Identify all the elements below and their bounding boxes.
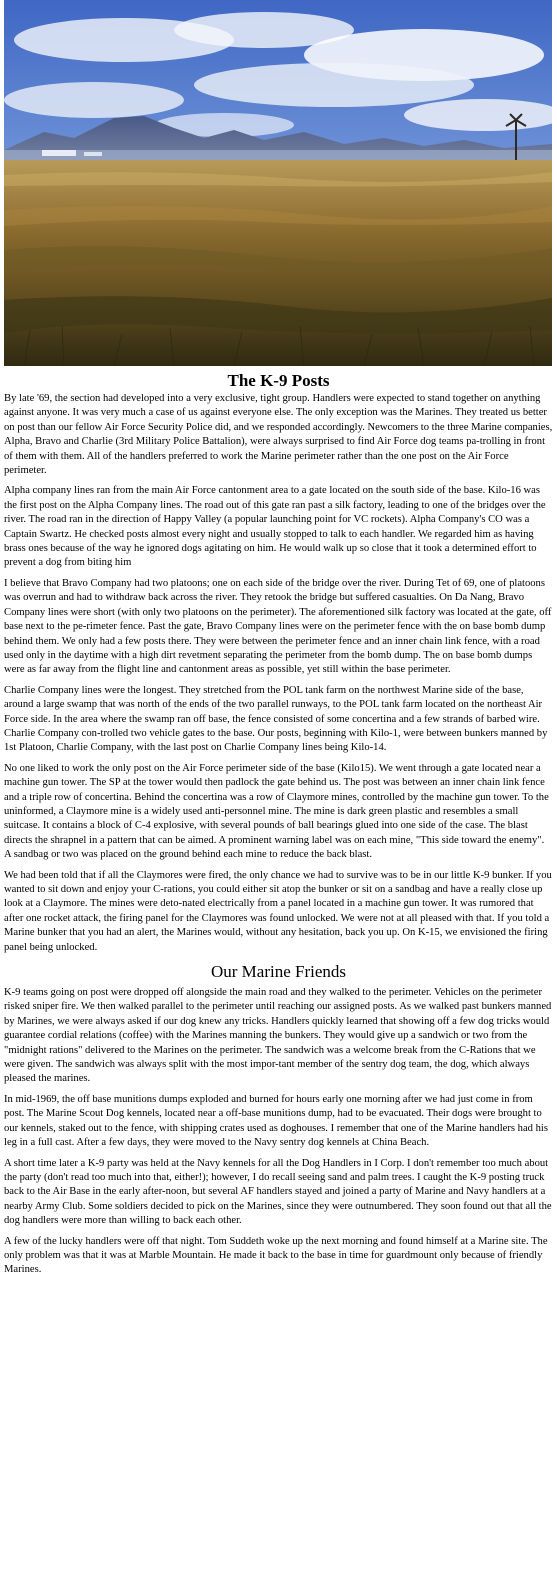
paragraph: Charlie Company lines were the longest. They stretched from the POL tank farm on the northwest Marine side of the base, around a large swamp that was north of the ends of the two parallel runways, to the POL tank farm located on the northeast Air Force side. In the area where the swamp ran off base, the fence consisted of some concertina and a few strands of barbed wire. Charlie Company con-trolled two vehicle gates to the base. Our posts, beginning with Kilo-1, were between bunkers manned by 1st Platoon, Charlie Company, with the last post on Charlie Company lines being Kilo-14. xyxy=(4,684,548,754)
paragraph: In mid-1969, the off base munitions dumps exploded and burned for hours early one morning after we had just come in from post. The Marine Scout Dog kennels, located near a off-base munitions dump, had to be evacuated. Their dogs were brought to our kennels, staked out to the fence, with shipping crates used as doghouses. I remember that one of the Marine handlers had his leg in a full cast. After a few days, they were moved to the Navy sentry dog kennels at China Beach. xyxy=(4,1093,548,1149)
article xyxy=(4,368,553,1284)
paragraph: I believe that Bravo Company had two platoons; one on each side of the bridge over the river. During Tet of 69, one of platoons was overrun and had to withdraw back across the river. They retook the bridge but suffered casualties. On Da Nang, Bravo Company lines were short (with only two platoons on the perimeter). The aforementioned silk factory was located at the gate, off base next to the pe-rimeter fence. Past the gate, Bravo Company lines were on the perimeter fence with the on base bomb dump behind them. We only had a few posts there. They were between the perimeter fence and an inner chain link fence, with a road used only in the daytime with a high dirt revetment separating the perimeter from the bomb dump. The on base bomb dumps were as far away from the flight line and cantonment areas as possible, yet still within the base perimeter. xyxy=(4,577,552,676)
paragraph: No one liked to work the only post on the Air Force perimeter side of the base (Kilo15). We went through a gate located near a machine gun tower. The SP at the tower would then padlock the gate behind us. The post was between an inner chain link fence and a triple row of concertina. Behind the concertina was a row of Claymore mines, controlled by the machine gun tower. To the uninformed, a Claymore mine is a widely used anti-personnel mine. The mine is dark green plastic and resembles a small suitcase. It contains a block of C-4 explosive, with several pounds of ball bearings glued into one side of the case. The blast directs the shrapnel in a pattern that can be aimed. A prominent warning label was on each mine, "This side toward the enemy". A sandbag or two was placed on the ground behind each mine to reduce the back blast. xyxy=(4,762,549,861)
paragraph: Alpha company lines ran from the main Air Force cantonment area to a gate located on the south side of the base. Kilo-16 was the first post on the Alpha Company lines. The road out of this gate ran past a silk factory, leading to one of the bridges over the river. The road ran in the direction of Happy Valley (a popular launching point for VC rockets). Alpha Company's CO was a Captain Swartz. He checked posts almost every night and usually stopped to talk to each handler. We regarded him as having brass ones because of the way he ignored dogs agitating on him. He would walk up so close that it took a determined effort to prevent a dog from biting him xyxy=(4,485,546,569)
paragraph: By late '69, the section had developed into a very exclusive, tight group. Handlers were expected to stand together on anything against anyone. It was very much a case of us against everyone else. The only exception was the Marines. They treated us better on post than our fellow Air Force Security Police did, and we responded accordingly. Newcomers to the three Marine companies, Alpha, Bravo and Charlie (3rd Military Police Battalion), were always surprised to find Air Force dog teams pa-trolling in front of them with them. All of the handlers preferred to work the Marine perimeter rather than the one post on the Air Force perimeter. xyxy=(4,393,553,477)
section-title-marine-friends: Our Marine Friends xyxy=(210,962,347,982)
paragraph: K-9 teams going on post were dropped off alongside the main road and they walked to the perimeter. Vehicles on the perimeter risked sniper fire. We then walked parallel to the perimeter until reaching our assigned posts. As we walked past bunkers manned by Marines, we were always asked if our dog knew any tricks. Handlers quickly learned that showing off a few dog tricks would guarantee cordial relations (coffee) with the Marines manning the bunkers. They would give up a sandwich or two from the "midnight rations" delivered to the Marines on the perimeter. The sandwich was a welcome break from the C-Rations that we were given. The sandwich was always split with the most impor-tant member of the sentry dog team, the dog, which always pleased the marines. xyxy=(4,987,552,1085)
landscape-image xyxy=(4,0,552,366)
paragraph: A short time later a K-9 party was held at the Navy kennels for all the Dog Handlers in I Corp. I don't remember too much about the party (don't read too much into that, either!); however, I do recall seeing sand and palm trees. I caught the K-9 posting truck back to the Air Base in the early after-noon, but several AF handlers stayed and joined a party of Marine and Navy handlers at a nearby Army Club. Some soldiers decided to pick on the Marines, since they were outnumbered. They soon found out that all the dog handlers were more than willing to back each other. xyxy=(4,1157,552,1227)
paragraph: A few of the lucky handlers were off that night. Tom Suddeth woke up the next morning and found himself at a Marine site. The only problem was that it was at Marble Mountain. He made it back to the base in time for guardmount only because of friendly Marines. xyxy=(4,1235,548,1276)
paragraph: We had been told that if all the Claymores were fired, the only chance we had to survive was to be in our little K-9 bunker. If you wanted to sit down and enjoy your C-rations, you could either sit atop the bunker or sit on a sandbag and have a really close up look at a Claymore. The mines were deto-nated electrically from a panel located in a machine gun tower. It was rumored that after one rocket attack, the firing panel for the Claymores was found unlocked. We were not at all pleased with that. If you told a Marine bunker that you had an alert, the Marines would, without any hesitation, back you up. On K-15, we envisioned the firing panel being unlocked. xyxy=(4,869,552,953)
landscape-photo xyxy=(4,0,552,366)
section-title-k9-posts: The K-9 Posts xyxy=(227,371,330,390)
